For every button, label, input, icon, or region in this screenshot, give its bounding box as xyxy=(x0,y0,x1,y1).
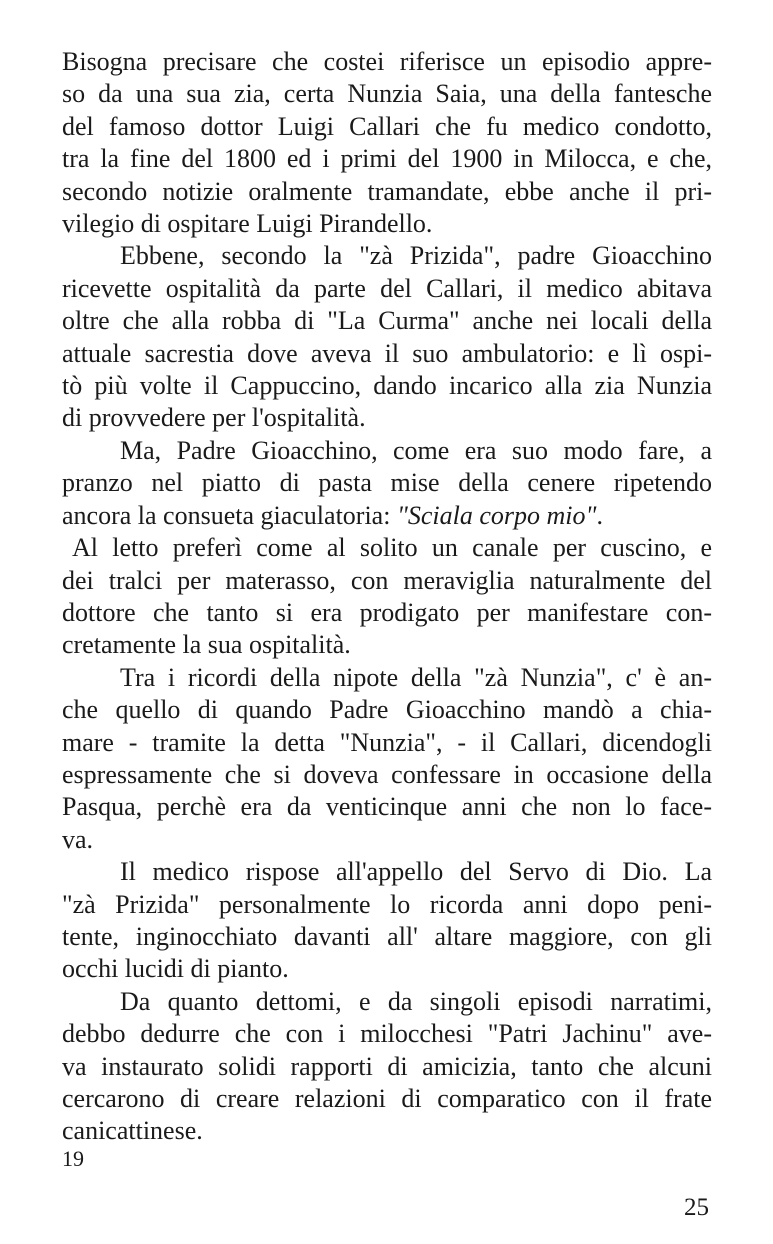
text-line: Da quanto dettomi, e da singoli episodi narratimi, xyxy=(120,986,712,1016)
text-line: tra la fine del 1800 ed i primi del 1900 in Milocca, e che, xyxy=(62,144,712,174)
text-line: cretamente la sua ospitalità. xyxy=(62,630,351,660)
text-line: tò più volte il Cappuccino, dando incarico alla zia Nunzia xyxy=(62,371,712,401)
text-line: attuale sacrestia dove aveva il suo ambulatorio: e lì ospi- xyxy=(62,338,712,368)
text-line: ricevette ospitalità da parte del Callari, il medico abitava xyxy=(62,273,712,303)
text-line: "zà Prizida" personalmente lo ricorda anni dopo peni- xyxy=(62,889,712,919)
text-line: del famoso dottor Luigi Callari che fu medico condotto, xyxy=(62,111,712,141)
text-line: dottore che tanto si era prodigato per manifestare con- xyxy=(62,597,712,627)
text-line: dei tralci per materasso, con meraviglia naturalmente del xyxy=(62,565,712,595)
paragraph-3 xyxy=(62,435,712,532)
page-number-inner: 19 xyxy=(62,1146,84,1171)
text-line: Ma, Padre Gioacchino, come era suo modo fare, a xyxy=(120,435,712,465)
paragraph-6 xyxy=(62,856,712,986)
text-line: oltre che alla robba di "La Curma" anche nei locali della xyxy=(62,306,712,336)
paragraph-1 xyxy=(62,46,712,240)
text-line: tente, inginocchiato davanti all' altare maggiore, con gli xyxy=(62,921,712,951)
text-line: di provvedere per l'ospitalità. xyxy=(62,403,366,433)
paragraph-2 xyxy=(62,240,712,434)
page-number-outer: 25 xyxy=(684,1194,709,1221)
paragraph-7 xyxy=(62,986,712,1148)
text-line: debbo dedurre che con i milocchesi "Patri Jachinu" ave- xyxy=(62,1019,712,1049)
text-line: espressamente che si doveva confessare in occasione della xyxy=(62,759,712,789)
text-line: che quello di quando Padre Gioacchino mandò a chia- xyxy=(62,695,712,725)
text-line: secondo notizie oralmente tramandate, ebbe anche il pri- xyxy=(62,176,712,206)
text-line: va. xyxy=(62,824,94,854)
text-fragment: . xyxy=(596,500,603,530)
text-line: Bisogna precisare che costei riferisce un episodio appre- xyxy=(62,47,712,76)
text-line: so da una sua zia, certa Nunzia Saia, una della fantesche xyxy=(62,79,712,109)
text-line: occhi lucidi di pianto. xyxy=(62,954,289,984)
page-body xyxy=(62,46,712,1148)
text-line: Tra i ricordi della nipote della "zà Nunzia", c' è an- xyxy=(120,662,712,692)
text-line: cercarono di creare relazioni di comparatico con il frate xyxy=(62,1084,712,1113)
text-line: pranzo nel piatto di pasta mise della cenere ripetendo xyxy=(62,468,712,498)
text-line: canicattinese. xyxy=(62,1116,203,1146)
text-line: mare - tramite la detta "Nunzia", - il Callari, dicendogli xyxy=(62,727,712,757)
quoted-phrase: "Sciala corpo mio" xyxy=(396,500,597,530)
text-line: Il medico rispose all'appello del Servo di Dio. La xyxy=(120,857,712,887)
text-line xyxy=(62,500,712,532)
text-line: Ebbene, secondo la "zà Prizida", padre Gioacchino xyxy=(120,241,712,271)
text-fragment: ancora la consueta giaculatoria: xyxy=(62,500,397,530)
text-line: va instaurato solidi rapporti di amicizia, tanto che alcuni xyxy=(62,1051,712,1081)
text-line: Pasqua, perchè era da venticinque anni che non lo face- xyxy=(62,792,712,822)
paragraph-5 xyxy=(62,662,712,856)
text-line: Al letto preferì come al solito un canale per cuscino, e xyxy=(72,533,712,563)
paragraph-4 xyxy=(62,532,712,662)
text-line: vilegio di ospitare Luigi Pirandello. xyxy=(62,209,433,239)
